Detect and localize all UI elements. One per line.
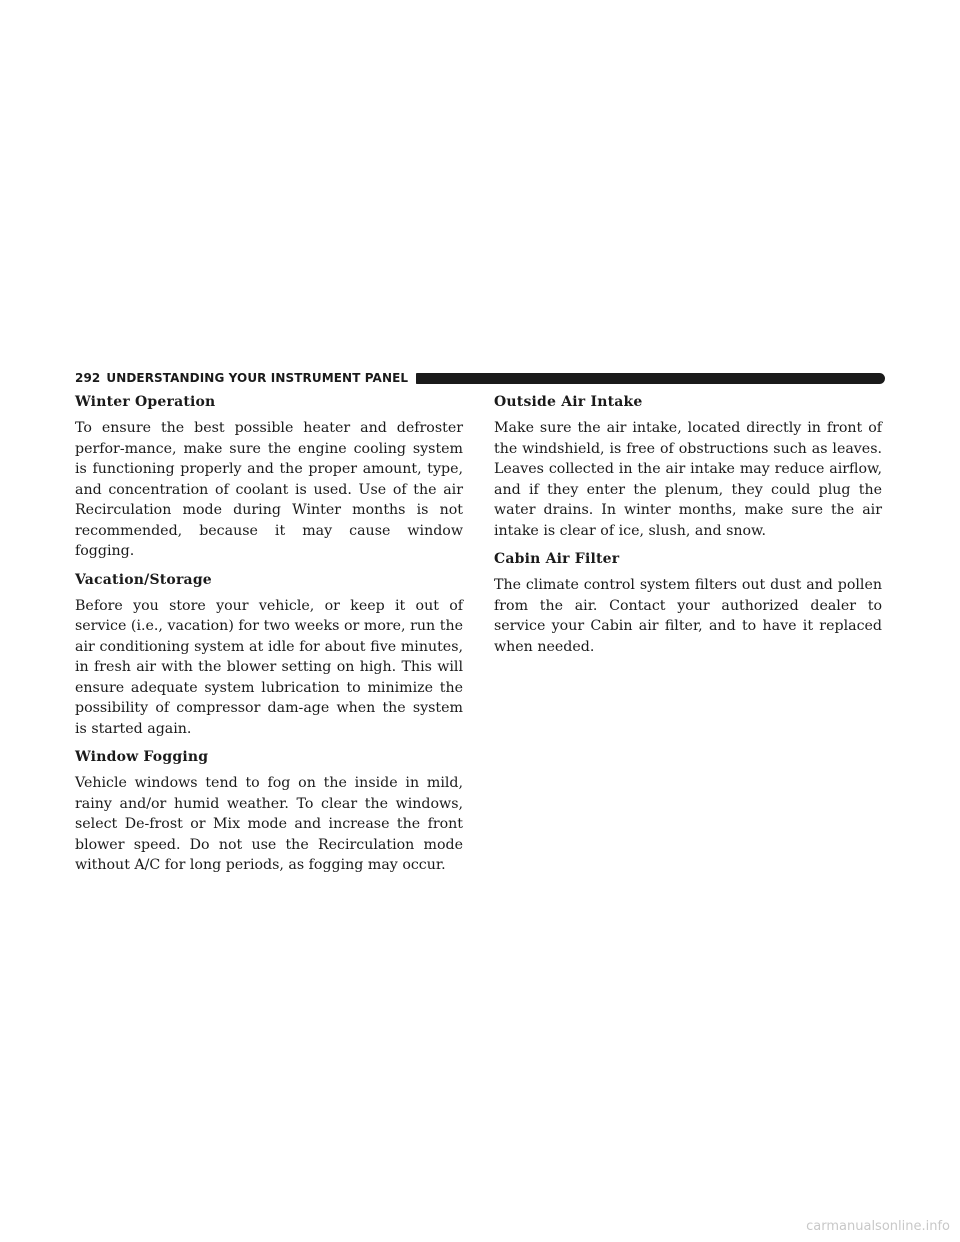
paragraph-vacation-storage: Before you store your vehicle, or keep it out of service (i.e., vacation) for two weeks or more, run the air conditioning system at idle for about five minutes, in fresh air with the blower setting on high. This will ensure adequate system lubrication to minimize the possibility of compressor dam-age when the system is started again. xyxy=(75,597,463,737)
paragraph-outside-air-intake: Make sure the air intake, located directly in front of the windshield, is free of obstructions such as leaves. Leaves collected in the air intake may reduce airflow, and if they enter the plenum, they could plug the water drains. In winter months, make sure the air intake is clear of ice, slush, and snow. xyxy=(494,420,882,539)
paragraph-window-fogging: Vehicle windows tend to fog on the inside in mild, rainy and/or humid weather. To clear the windows, select De-frost or Mix mode and increase the front blower speed. Do not use the Recirculation mode without A/C for long periods, as fogging may occur. xyxy=(75,775,463,873)
header-rule xyxy=(416,373,885,384)
right-column xyxy=(494,392,882,665)
heading-window-fogging: Window Fogging xyxy=(75,749,209,765)
heading-winter-operation: Winter Operation xyxy=(75,394,216,410)
section-title: UNDERSTANDING YOUR INSTRUMENT PANEL xyxy=(106,371,409,385)
page-number: 292 xyxy=(75,371,101,385)
left-column xyxy=(75,392,463,884)
heading-vacation-storage: Vacation/Storage xyxy=(75,571,212,588)
heading-cabin-air-filter: Cabin Air Filter xyxy=(494,551,620,567)
heading-outside-air-intake: Outside Air Intake xyxy=(494,394,643,410)
watermark: carmanualsonline.info xyxy=(806,1219,950,1234)
page-header xyxy=(75,370,885,386)
paragraph-winter-operation: To ensure the best possible heater and defroster perfor-mance, make sure the engine cooling system is functioning properly and the proper amount, type, and concentration of coolant is used. Use of the air Recirculation mode during Winter months is not recommended, because it may cause window fogging. xyxy=(75,420,463,559)
paragraph-cabin-air-filter: The climate control system filters out dust and pollen from the air. Contact your authorized dealer to service your Cabin air filter, and to have it replaced when needed. xyxy=(494,577,882,655)
